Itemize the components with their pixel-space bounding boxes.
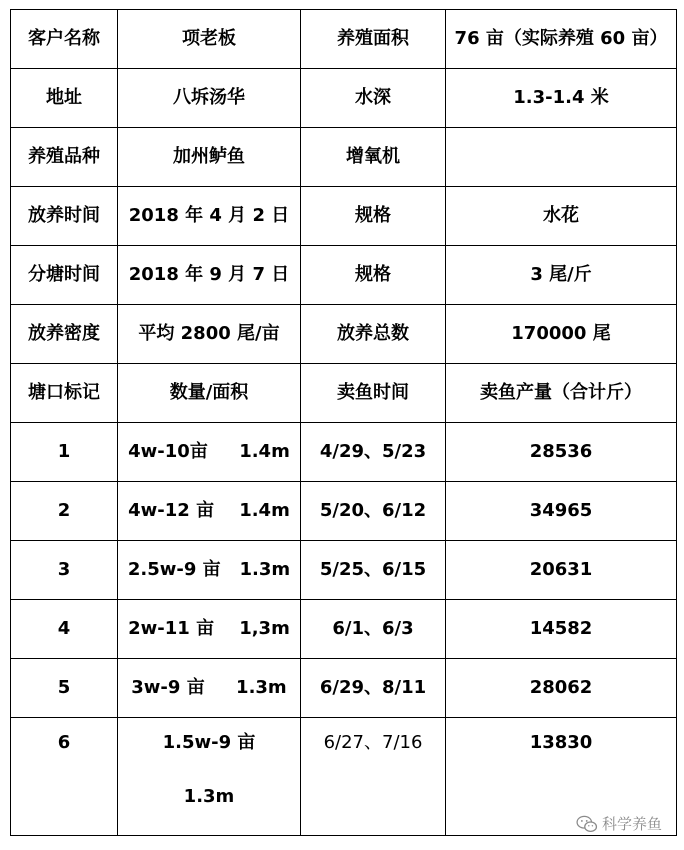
- area-label: 养殖面积: [301, 10, 446, 69]
- pond-quantity-area: [118, 541, 301, 600]
- customer-value: 项老板: [118, 10, 301, 69]
- address-value: 八坼汤华: [118, 69, 301, 128]
- pond-size: 1.4m: [239, 441, 290, 463]
- customer-label: 客户名称: [11, 10, 118, 69]
- table-row: [11, 187, 677, 246]
- table-row: [11, 128, 677, 187]
- spec-label: 规格: [301, 246, 446, 305]
- density-label: 放养密度: [11, 305, 118, 364]
- pond-quantity-area: [118, 600, 301, 659]
- pond-sell-dates: 6/29、8/11: [301, 659, 446, 718]
- pond-id: 3: [11, 541, 118, 600]
- pond-sell-dates: 4/29、5/23: [301, 423, 446, 482]
- pond-quantity: 4w-12 亩: [128, 500, 215, 522]
- pond-quantity: 3w-9 亩: [131, 677, 205, 699]
- table-row: [11, 69, 677, 128]
- pond-id: 4: [11, 600, 118, 659]
- column-header: 塘口标记: [11, 364, 118, 423]
- table-row: [11, 482, 677, 541]
- pond-output: 20631: [446, 541, 677, 600]
- species-value: 加州鲈鱼: [118, 128, 301, 187]
- spec-value: 3 尾/斤: [446, 246, 677, 305]
- pond-id: 5: [11, 659, 118, 718]
- pond-size: 1.3m: [239, 559, 291, 581]
- area-value: 76 亩（实际养殖 60 亩）: [446, 10, 677, 69]
- pond-sell-dates: 5/20、6/12: [301, 482, 446, 541]
- pond-output: 28536: [446, 423, 677, 482]
- column-header: 卖鱼产量（合计斤）: [446, 364, 677, 423]
- pond-sell-dates: 5/25、6/15: [301, 541, 446, 600]
- table-row: [11, 246, 677, 305]
- pond-size: 1,3m: [239, 618, 290, 640]
- pond-output: 14582: [446, 600, 677, 659]
- pond-quantity-area: [118, 423, 301, 482]
- pond-quantity: 2w-11 亩: [128, 618, 215, 640]
- aerator-label: 增氧机: [301, 128, 446, 187]
- watermark-text: 科学养鱼: [601, 815, 662, 833]
- table-row: [11, 659, 677, 718]
- pond-size: 1.3m: [236, 677, 287, 699]
- watermark: [576, 813, 662, 834]
- pond-id: 1: [11, 423, 118, 482]
- total-label: 放养总数: [301, 305, 446, 364]
- pond-id: 2: [11, 482, 118, 541]
- aerator-value: [446, 128, 677, 187]
- depth-value: 1.3-1.4 米: [446, 69, 677, 128]
- pond-size: 1.4m: [239, 500, 290, 522]
- pond-id: 6: [11, 718, 118, 836]
- pond-sell-dates: 6/1、6/3: [301, 600, 446, 659]
- pond-size: 1.3m: [183, 785, 235, 807]
- pond-quantity-area: [118, 482, 301, 541]
- pond-output: 34965: [446, 482, 677, 541]
- table-row: [11, 10, 677, 69]
- stock-time-label: 放养时间: [11, 187, 118, 246]
- spec-value: 水花: [446, 187, 677, 246]
- pond-quantity-area: [118, 659, 301, 718]
- pond-quantity: 2.5w-9 亩: [127, 559, 221, 581]
- species-label: 养殖品种: [11, 128, 118, 187]
- farm-record-table: [10, 9, 677, 836]
- table-row: [11, 305, 677, 364]
- table-row: [11, 600, 677, 659]
- split-time-label: 分塘时间: [11, 246, 118, 305]
- table-row: [11, 423, 677, 482]
- split-time-value: 2018 年 9 月 7 日: [118, 246, 301, 305]
- pond-output: 28062: [446, 659, 677, 718]
- pond-output: 13830: [446, 718, 677, 836]
- table-row: [11, 541, 677, 600]
- pond-quantity: 4w-10亩: [128, 441, 208, 463]
- column-header: 数量/面积: [118, 364, 301, 423]
- total-value: 170000 尾: [446, 305, 677, 364]
- pond-quantity-area: [118, 718, 301, 836]
- spec-label: 规格: [301, 187, 446, 246]
- address-label: 地址: [11, 69, 118, 128]
- density-value: 平均 2800 尾/亩: [118, 305, 301, 364]
- pond-quantity: 1.5w-9 亩: [162, 732, 256, 753]
- column-header: 卖鱼时间: [301, 364, 446, 423]
- table-header-row: [11, 364, 677, 423]
- stock-time-value: 2018 年 4 月 2 日: [118, 187, 301, 246]
- wechat-icon: [576, 815, 598, 833]
- pond-sell-dates: 6/27、7/16: [301, 718, 446, 836]
- depth-label: 水深: [301, 69, 446, 128]
